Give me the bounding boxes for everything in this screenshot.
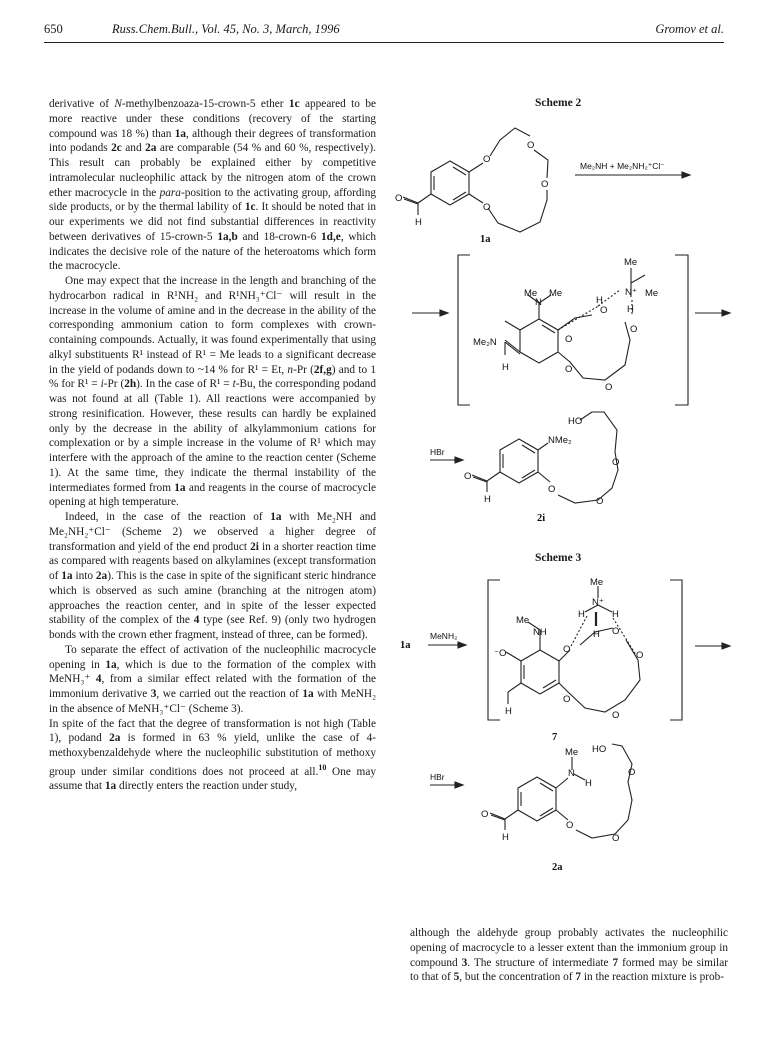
atom-label: O xyxy=(605,382,613,393)
atom-label: O xyxy=(600,305,608,316)
atom-label: Me₂N xyxy=(473,337,497,348)
compound-2i xyxy=(430,412,619,524)
atom-label: H xyxy=(484,494,491,505)
atom-label: O xyxy=(566,820,574,831)
scheme-2-title: Scheme 2 xyxy=(535,97,582,109)
journal-citation: Russ.Chem.Bull., Vol. 45, No. 3, March, 1996 xyxy=(112,22,340,36)
atom-label: H xyxy=(415,217,422,228)
compound-label-7: 7 xyxy=(552,732,558,743)
atom-label: O xyxy=(612,710,620,721)
reagent-label: Me₂NH + Me₂NH₂⁺Cl⁻ xyxy=(580,161,665,171)
paragraph: Indeed, in the case of the reaction of 1a with Me₂NH and Me₂NH₂⁺Cl⁻ (Scheme 2) we observed a higher degree of transformation and yield of the end product 2i in a shorter reaction time as compared with reagents based on alkylamines (except transformation of 1a into 2a). This is the case in spite of the significant steric hindrance which is observed as such amine (branching at the nitrogen atom) approaches the reaction center, and in spite of the lesser expected stability of the complex of the 4 type (see Ref. 9) (only two hydrogen bonds with the crown ether fragment, instead of three, can be formed). xyxy=(49,511,376,641)
atom-label: Me xyxy=(549,288,563,299)
atom-label: N⁺ xyxy=(625,287,637,298)
scheme3-intermediate xyxy=(400,577,730,743)
atom-label: H xyxy=(585,778,592,789)
atom-label: Me xyxy=(565,747,579,758)
atom-label: Me xyxy=(524,288,538,299)
atom-label: H xyxy=(593,629,600,640)
scheme2-intermediate xyxy=(412,255,730,405)
compound-label-1a: 1a xyxy=(400,640,411,651)
atom-label: Me xyxy=(624,257,638,268)
atom-label: O xyxy=(395,193,403,204)
atom-label: H xyxy=(612,609,619,620)
compound-2a xyxy=(430,744,635,873)
atom-label: Me xyxy=(590,577,604,588)
atom-label: O xyxy=(541,179,549,190)
paragraph: derivative of N-methylbenzoaza-15-crown-5 ether 1c appeared to be more reactive under these conditions (recovery of the starting compound was 18 %) than 1a, although their degrees of transformation into podands 2c and 2a are comparable (54 % and 60 %, respectively). This result can probably be explained either by competitive intramolecular nucleophilic attack by the nitrogen atom of the crown ether macrocycle in the para-position to the activating group, affording side products, or by the thermal lability of 1c. It should be noted that in our experiments we did not find substantial differences in reactivity between derivatives of 15-crown-5 1a,b and 18-crown-6 1d,e, which indicates the decisive role of the nature of the heteroatoms which form the macrocycle. xyxy=(49,98,377,273)
atom-label: O xyxy=(612,833,620,844)
atom-label: H xyxy=(505,706,512,717)
paragraph: To separate the effect of activation of the nucleophilic macrocycle opening in 1a, which is due to the formation of the complex with MeNH₃⁺ 4, from a similar effect related with the formation of the immonium derivative 3, we carried out the reaction of 1a with MeNH₂ in the absence of MeNH₃⁺Cl⁻ (Scheme 3). xyxy=(49,643,377,715)
atom-label: Me xyxy=(645,288,659,299)
atom-label: O xyxy=(464,471,472,482)
atom-label: H xyxy=(502,832,509,843)
atom-label: O xyxy=(481,809,489,820)
atom-label: O xyxy=(565,334,573,345)
reagent-label: MeNH₂ xyxy=(430,631,458,641)
atom-label: O xyxy=(636,650,644,661)
atom-label: N xyxy=(535,297,542,308)
atom-label: NMe₂ xyxy=(548,435,572,446)
compound-1a xyxy=(395,128,548,245)
reagent-label: HBr xyxy=(430,447,445,457)
atom-label: ⁻O xyxy=(494,648,507,659)
atom-label: H xyxy=(627,304,634,315)
running-authors: Gromov et al. xyxy=(655,22,724,36)
scheme-3-title: Scheme 3 xyxy=(535,552,582,564)
compound-label-2i: 2i xyxy=(537,513,546,524)
atom-label: Me xyxy=(516,615,530,626)
atom-label: N⁺ xyxy=(592,597,604,608)
atom-label: NH xyxy=(533,627,547,638)
paragraph: One may expect that the increase in the length and branching of the hydrocarbon radical in R¹NH₂ and R¹NH₃⁺Cl⁻ will result in the increase in the volume of amine and in the decrease in the ability of the corresponding ammonium cation to form complexes with crown-containing compounds. Actually, it was found experimentally that using alkyl substituents R¹ instead of R¹ = Me leads to a significant decrease in the yield of podands down to ~14 % for R¹ = Et, n-Pr (2f,g) and to 1 % for R¹ = i-Pr (2h). In the case of R¹ = t-Bu, the corresponding podand was not found at all (Table 1). All reactions were accompanied by strong resinification. However, these results can hardly be explained only by the decrease in the ability of alkylammonium cations for complexation or by a simple increase in the volume of R¹ which may interfere with the approach of the amine to the reaction center (Scheme 1). At the same time, they indicate the thermal instability of the intermediates formed from 1a and reagents in the course of macrocycle opening at high temperature. xyxy=(49,275,376,509)
atom-label: O xyxy=(483,154,491,165)
atom-label: O xyxy=(565,364,573,375)
atom-label: O xyxy=(527,140,535,151)
atom-label: O xyxy=(612,626,620,637)
atom-label: H xyxy=(578,609,585,620)
paragraph: In spite of the fact that the degree of transformation is not high (Table 1), podand 2a is formed in 63 % yield, unlike the case of 4-methoxybenzaldehyde where the nucleophilic substitution of methoxy group under similar conditions does not proceed at all.$^{10}$ One may assume that 1a directly enters the reaction under study, xyxy=(49,717,377,793)
compound-label-2a: 2a xyxy=(552,862,563,873)
compound-label-1a: 1a xyxy=(480,234,491,245)
atom-label: N xyxy=(568,768,575,779)
page-number: 650 xyxy=(44,22,63,36)
atom-label: H xyxy=(596,295,603,306)
atom-label: O xyxy=(612,457,620,468)
atom-label: HO xyxy=(568,416,583,427)
atom-label: O xyxy=(563,694,571,705)
atom-label: O xyxy=(548,484,556,495)
atom-label: O xyxy=(628,767,636,778)
paragraph: although the aldehyde group probably activates the nucleophilic opening of macrocycle to a lesser extent than the immonium group in compound 3. The structure of intermediate 7 formed may be similar to that of 5, but the concentration of 7 in the reaction mixture is prob- xyxy=(410,927,728,984)
atom-label: O xyxy=(563,644,571,655)
atom-label: O xyxy=(596,496,604,507)
atom-label: H xyxy=(502,362,509,373)
reaction-arrow xyxy=(575,161,690,178)
atom-label: O xyxy=(483,202,491,213)
atom-label: O xyxy=(630,324,638,335)
reagent-label: HBr xyxy=(430,772,445,782)
atom-label: HO xyxy=(592,744,607,755)
